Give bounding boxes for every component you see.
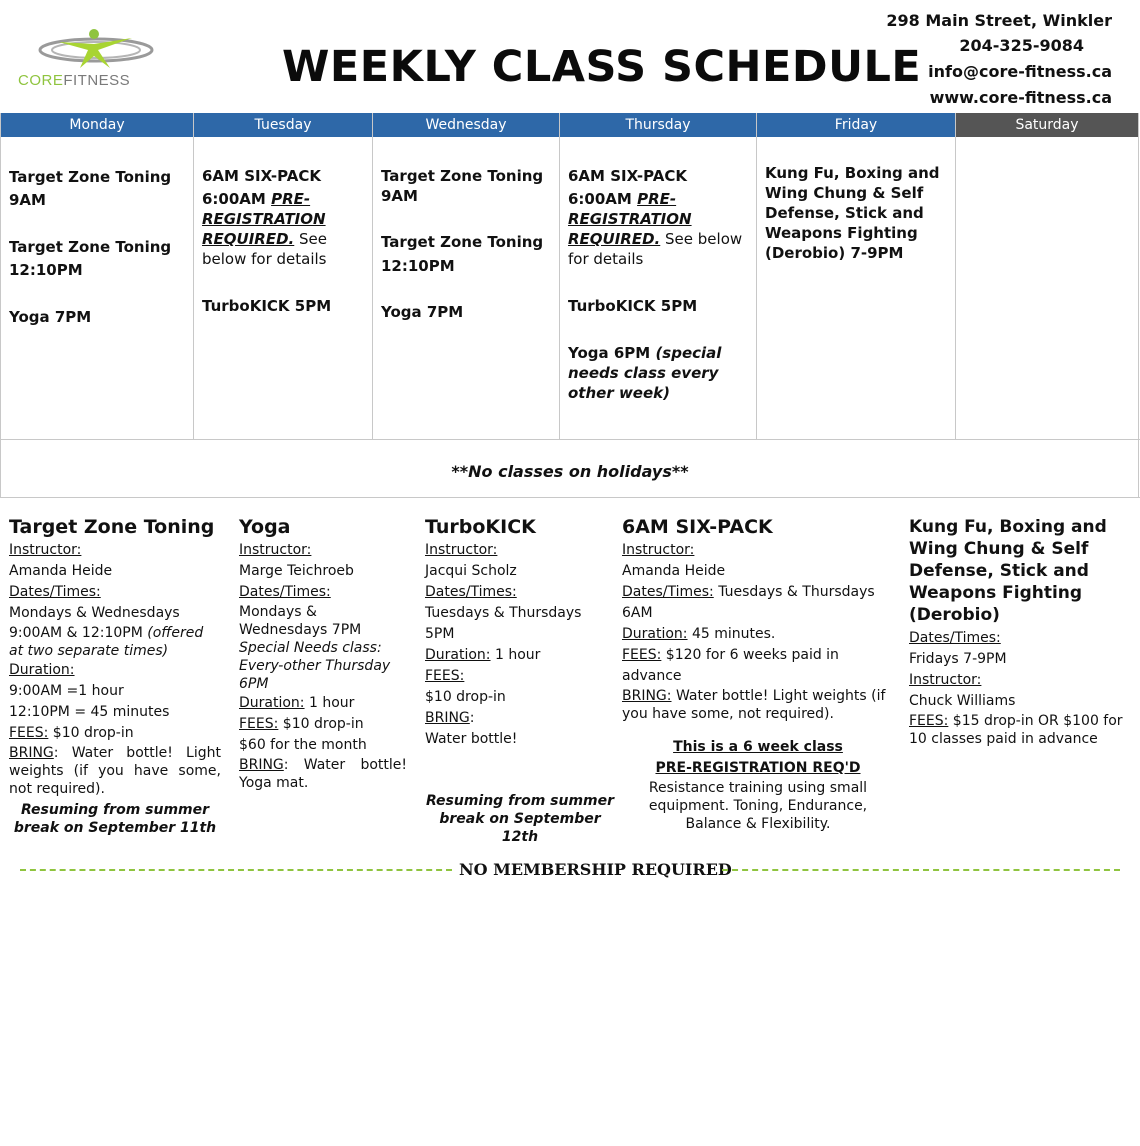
resume-note: Resuming from summer break on September 11th — [13, 802, 217, 836]
no-membership-banner: NO MEMBERSHIP REQUIRED — [459, 860, 732, 879]
dates-label: Dates/Times: — [909, 630, 1001, 646]
class-entry: Target Zone Toning — [381, 233, 544, 251]
dates-label: Dates/Times: — [239, 584, 331, 600]
detail-target-zone-toning — [9, 516, 221, 837]
fees-value: $60 for the month — [239, 737, 367, 753]
bring-value — [9, 744, 221, 798]
day-header-monday: Monday — [1, 113, 193, 137]
day-header-wednesday: Wednesday — [373, 113, 559, 137]
class-time: 9AM — [9, 191, 46, 209]
duration-label: Duration: — [9, 662, 75, 678]
email-link[interactable]: info@core-fitness.ca — [928, 62, 1112, 81]
bring-label: BRING: — [622, 688, 672, 704]
fees-text: $120 for 6 weeks paid in advance — [622, 647, 839, 684]
dates-label: Dates/Times: — [622, 584, 714, 600]
prereg-note: PRE-REGISTRATION REQUIRED. — [202, 190, 326, 248]
schedule-cell-friday — [765, 163, 945, 263]
table-divider — [193, 113, 194, 439]
bring-label: BRING — [9, 745, 54, 761]
bring-text: Water bottle! Light weights (if you have some, not required). — [622, 688, 886, 722]
schedule-cell-monday — [9, 166, 189, 329]
dates-label: Dates/Times: — [9, 584, 101, 600]
class-time: 12:10PM — [381, 257, 455, 275]
times-note: (offered at two separate times) — [9, 625, 204, 659]
fees-text: $15 drop-in OR $100 for 10 classes paid in advance — [909, 713, 1123, 747]
class-time — [202, 189, 370, 269]
detail-title: 6AM SIX-PACK — [622, 516, 773, 538]
bring-value — [622, 687, 894, 723]
website-link[interactable]: www.core-fitness.ca — [929, 88, 1112, 107]
class-entry: Yoga 7PM — [9, 308, 92, 326]
class-entry: 6AM SIX-PACK — [568, 167, 688, 185]
instructor-name: Amanda Heide — [622, 563, 726, 579]
class-entry: TurboKICK 5PM — [202, 297, 332, 315]
dates-value: Fridays 7-9PM — [909, 651, 1007, 667]
dashed-divider — [20, 869, 452, 871]
class-entry: Yoga 7PM — [381, 303, 464, 321]
detail-title: Target Zone Toning — [9, 516, 215, 538]
instructor-name: Marge Teichroeb — [239, 563, 354, 579]
fees-value — [239, 714, 407, 735]
class-entry-text: Yoga 6PM — [568, 344, 656, 362]
dashed-divider — [722, 869, 1120, 871]
detail-yoga — [239, 516, 407, 792]
fees-label: FEES: — [425, 668, 465, 684]
fees-value — [909, 712, 1131, 748]
class-time — [568, 189, 750, 269]
table-divider — [0, 497, 1140, 498]
bring-text: : Water bottle! Yoga mat. — [239, 757, 407, 791]
schedule-cell-tuesday — [202, 166, 370, 316]
dates-value: Mondays & Wednesdays — [9, 605, 180, 621]
class-entry: TurboKICK 5PM — [568, 297, 698, 315]
bring-colon: : — [469, 710, 475, 726]
class-time-text: 6:00AM — [202, 190, 272, 208]
fees-value — [9, 723, 221, 744]
class-entry: Target Zone Toning — [9, 168, 172, 186]
table-divider — [1138, 113, 1139, 439]
see-below-note: See below for details — [568, 230, 743, 268]
instructor-name: Chuck Williams — [909, 693, 1016, 709]
table-divider — [0, 439, 1140, 440]
duration-value — [239, 693, 407, 714]
bring-row — [425, 708, 610, 729]
instructor-label: Instructor: — [909, 672, 982, 688]
table-divider — [955, 113, 956, 439]
dates-value — [622, 582, 894, 624]
duration-value — [622, 624, 894, 645]
special-needs-note: Special Needs class: Every-other Thursday 6PM — [239, 640, 391, 692]
bring-value: Water bottle! — [425, 731, 518, 747]
duration-text: 1 hour — [490, 647, 541, 663]
class-entry: Target Zone Toning — [9, 238, 172, 256]
logo-core-text: CORE — [18, 72, 64, 89]
day-header-tuesday: Tuesday — [194, 113, 372, 137]
detail-title: Kung Fu, Boxing and Wing Chung & Self Defense, Stick and Weapons Fighting (Derobio) — [909, 517, 1107, 625]
instructor-label: Instructor: — [425, 542, 498, 558]
times-value — [9, 624, 221, 660]
detail-kung-fu — [909, 516, 1131, 748]
duration-label: Duration: — [622, 626, 688, 642]
table-divider — [372, 113, 373, 439]
address-text: 298 Main Street, Winkler — [886, 11, 1112, 30]
bring-value — [239, 756, 407, 792]
holiday-note: **No classes on holidays** — [451, 462, 689, 481]
fees-label: FEES: — [909, 713, 949, 729]
resume-note: Resuming from summer break on September 12th — [425, 793, 615, 845]
detail-turbokick — [425, 516, 615, 846]
duration-value: 12:10PM = 45 minutes — [9, 704, 170, 720]
duration-label: Duration: — [425, 647, 491, 663]
class-time-text: 6:00AM — [568, 190, 638, 208]
dates-value: Tuesdays & Thursdays 5PM — [425, 605, 582, 642]
times-text: 9:00AM & 12:10PM — [9, 625, 148, 641]
duration-value — [425, 645, 610, 666]
table-divider — [0, 113, 1, 439]
duration-text: 1 hour — [304, 695, 355, 711]
bring-text: : Water bottle! Light weights (if you have some, not required). — [9, 745, 221, 797]
instructor-label: Instructor: — [622, 542, 695, 558]
fees-value: $10 drop-in — [425, 689, 506, 705]
see-below-note: See below for details — [202, 230, 328, 268]
prereg-note: PRE-REGISTRATION REQUIRED. — [568, 190, 692, 248]
fees-text: $10 drop-in — [48, 725, 134, 741]
instructor-label: Instructor: — [9, 542, 82, 558]
class-entry: Kung Fu, Boxing and Wing Chung & Self Defense, Stick and Weapons Fighting (Derobio) 7-9PM — [765, 164, 940, 262]
day-header-thursday: Thursday — [560, 113, 756, 137]
dates-value: Mondays & Wednesdays 7PM — [239, 604, 362, 638]
day-header-friday: Friday — [757, 113, 955, 137]
class-entry: Target Zone Toning — [381, 167, 544, 185]
fees-label: FEES: — [239, 716, 279, 732]
duration-value: 9:00AM =1 hour — [9, 683, 124, 699]
table-divider — [559, 113, 560, 439]
duration-label: Duration: — [239, 695, 305, 711]
bring-label: BRING — [239, 757, 284, 773]
fees-label: FEES: — [622, 647, 662, 663]
table-divider — [756, 113, 757, 439]
class-description: Resistance training using small equipment. Toning, Endurance, Balance & Flexibility. — [648, 780, 868, 832]
page-title: WEEKLY CLASS SCHEDULE — [282, 42, 922, 92]
fees-label: FEES: — [9, 725, 49, 741]
class-entry: 6AM SIX-PACK — [202, 167, 322, 185]
instructor-label: Instructor: — [239, 542, 312, 558]
day-header-saturday: Saturday — [956, 113, 1138, 137]
fees-text: $10 drop-in — [278, 716, 364, 732]
class-time: 9AM — [381, 187, 418, 205]
instructor-name: Jacqui Scholz — [425, 563, 517, 579]
logo-fitness-text: FITNESS — [63, 72, 131, 89]
prereg-notice: PRE-REGISTRATION REQ'D — [655, 760, 861, 776]
duration-text: 45 minutes. — [687, 626, 776, 642]
schedule-cell-thursday — [568, 166, 750, 403]
detail-six-pack — [622, 516, 894, 833]
six-week-notice: This is a 6 week class — [673, 739, 843, 755]
detail-title: TurboKICK — [425, 516, 536, 538]
detail-title: Yoga — [239, 516, 291, 538]
class-note: (special needs class every other week) — [568, 344, 722, 402]
phone-text: 204-325-9084 — [959, 36, 1084, 55]
fees-value — [622, 645, 894, 687]
logo-wordmark — [18, 72, 130, 89]
dates-label: Dates/Times: — [425, 584, 517, 600]
class-time: 12:10PM — [9, 261, 83, 279]
bring-label: BRING — [425, 710, 470, 726]
instructor-name: Amanda Heide — [9, 563, 113, 579]
class-entry — [568, 343, 750, 403]
dates-text: Tuesdays & Thursdays 6AM — [622, 584, 875, 621]
schedule-cell-wednesday — [381, 166, 556, 322]
